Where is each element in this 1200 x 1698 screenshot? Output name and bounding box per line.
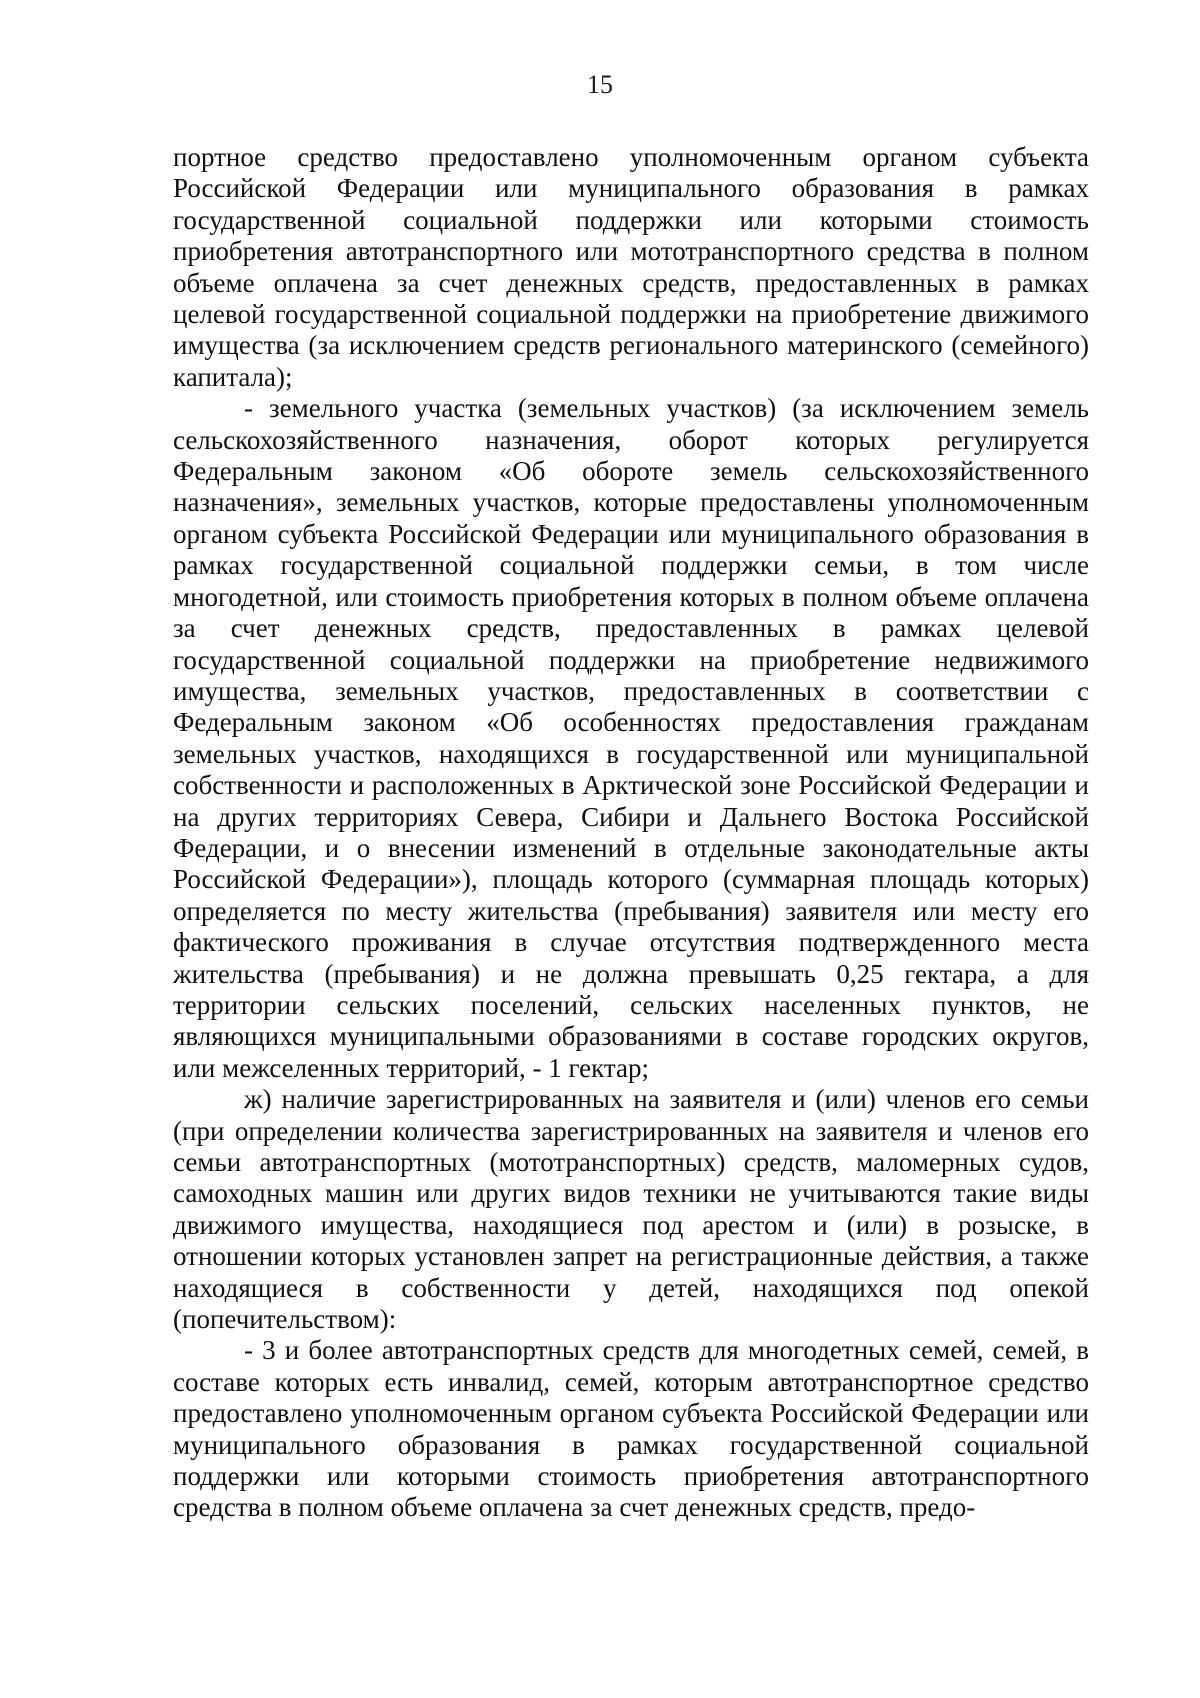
paragraph-vehicles: - 3 и более автотранспортных средств для многодетных семей, семей, в составе которых есть инвалид, семей, которым автотранспортное средство предоставлено уполномоченным органом субъекта Российской Федерации или муниципального образования в рамках государственной социальной поддержки или которыми стоимость приобретения автотранспортного средства в полном объеме оплачена за счет денежных средств, предо- xyxy=(173,1335,1089,1523)
paragraph-continuation: портное средство предоставлено уполномоченным органом субъекта Российской Федерации или муниципального образования в рамках государственной социальной поддержки или которыми стоимость приобретения автотранспортного или мототранспортного средства в полном объеме оплачена за счет денежных средств, предоставленных в рамках целевой государственной социальной поддержки на приобретение движимого имущества (за исключением средств регионального материнского (семейного) капитала); xyxy=(173,142,1089,392)
paragraph-item-zh: ж) наличие зарегистрированных на заявителя и (или) членов его семьи (при определении количества зарегистрированных на заявителя и членов его семьи автотранспортных (мототранспортных) средств, маломерных судов, самоходных машин или других видов техники не учитываются такие виды движимого имущества, находящиеся под арестом и (или) в розыске, в отношении которых установлен запрет на регистрационные действия, а также находящиеся в собственности у детей, находящихся под опекой (попечительством): xyxy=(173,1084,1089,1335)
document-body xyxy=(173,142,1089,1524)
page-number: 15 xyxy=(587,70,613,99)
paragraph-land-plot: - земельного участка (земельных участков) (за исключением земель сельскохозяйственного назначения, оборот которых регулируется Федеральным законом «Об обороте земель сельскохозяйственного назначения», земельных участков, которые предоставлены уполномоченным органом субъекта Российской Федерации или муниципального образования в рамках государственной социальной поддержки семьи, в том числе многодетной, или стоимость приобретения которых в полном объеме оплачена за счет денежных средств, предоставленных в рамках целевой государственной социальной поддержки на приобретение недвижимого имущества, земельных участков, предоставленных в соответствии с Федеральным законом «Об особенностях предоставления гражданам земельных участков, находящихся в государственной или муниципальной собственности и расположенных в Арктической зоне Российской Федерации и на других территориях Севера, Сибири и Дальнего Востока Российской Федерации, и о внесении изменений в отдельные законодательные акты Российской Федерации»), площадь которого (суммарная площадь которых) определяется по месту жительства (пребывания) заявителя или месту его фактического проживания в случае отсутствия подтвержденного места жительства (пребывания) и не должна превышать 0,25 гектара, а для территории сельских поселений, сельских населенных пунктов, не являющихся муниципальными образованиями в составе городских округов, или межселенных территорий, - 1 гектар; xyxy=(173,393,1089,1083)
